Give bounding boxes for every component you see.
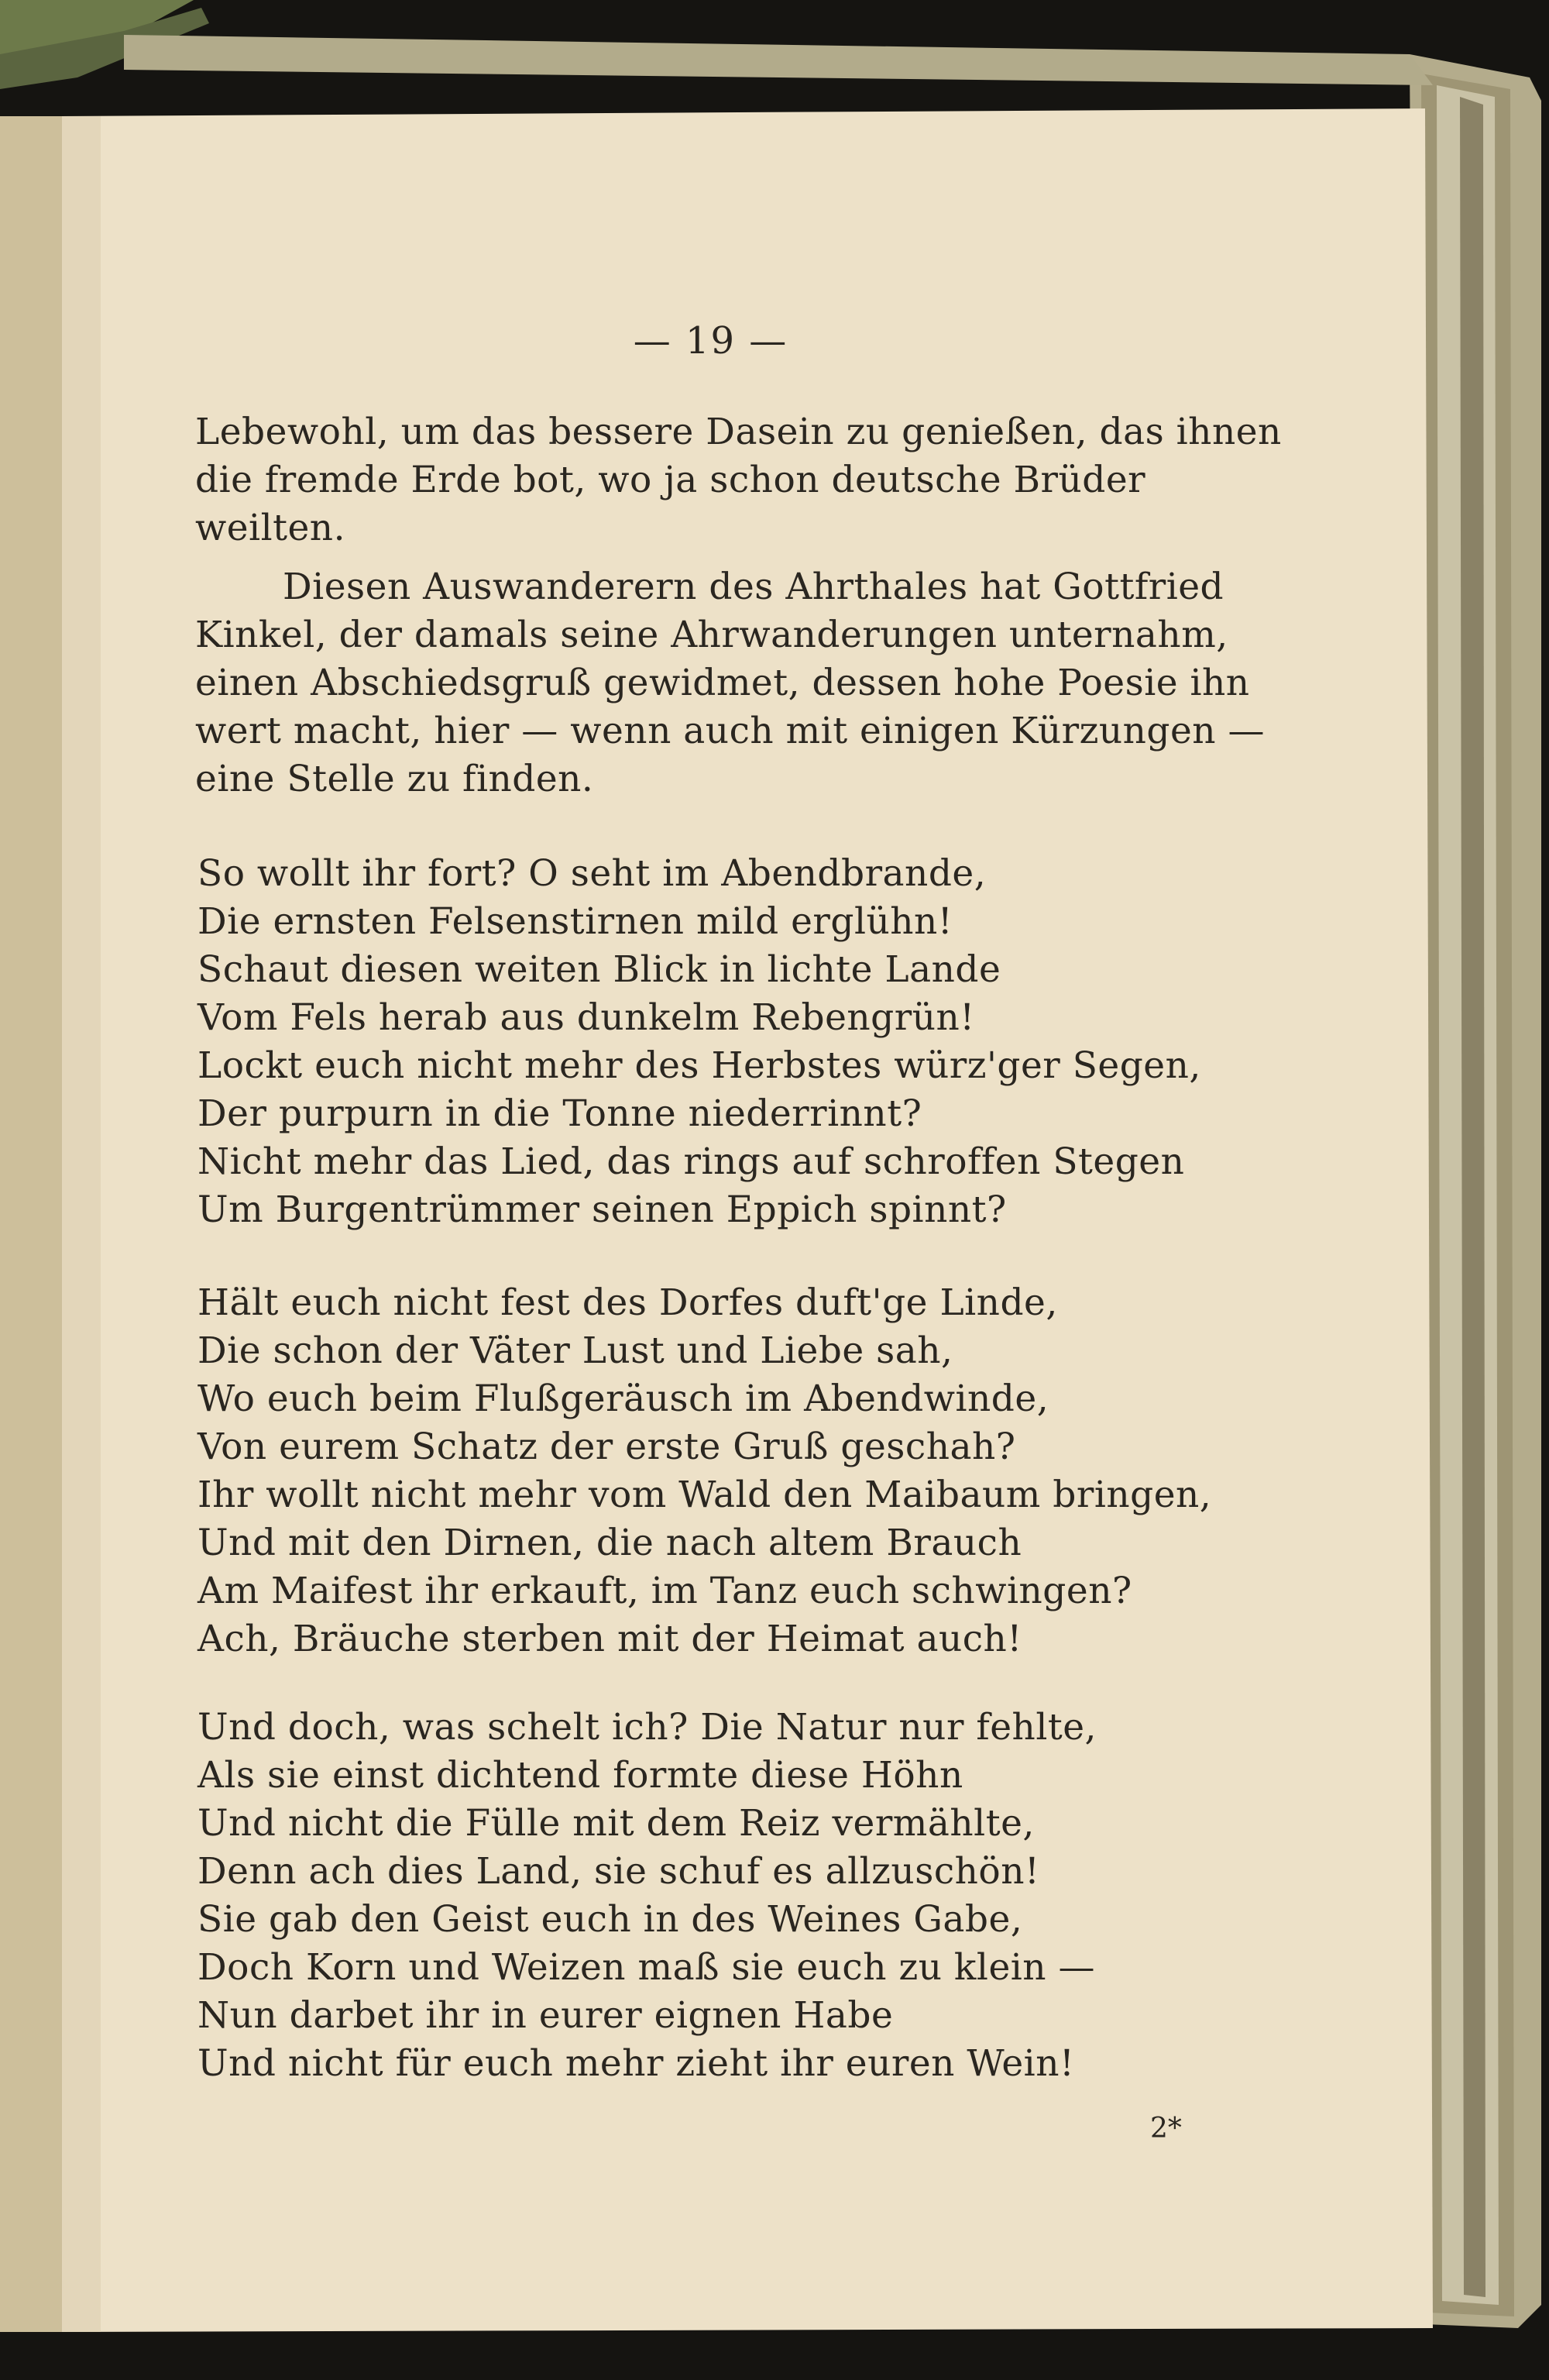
text-line: eine Stelle zu finden. — [195, 758, 594, 800]
poem-line: Ach, Bräuche sterben mit der Heimat auch! — [197, 1618, 1022, 1660]
poem-line: So wollt ihr fort? O seht im Abendbrande, — [197, 852, 987, 895]
page-number: — 19 — — [633, 319, 788, 363]
poem-line: Nicht mehr das Lied, das rings auf schroffen Stegen — [197, 1140, 1185, 1183]
text-line: die fremde Erde bot, wo ja schon deutsche Brüder — [195, 459, 1146, 501]
text-line: Lebewohl, um das bessere Dasein zu genießen, das ihnen — [195, 411, 1282, 453]
poem-line: Die schon der Väter Lust und Liebe sah, — [197, 1329, 953, 1372]
poem-line: Denn ach dies Land, sie schuf es allzuschön! — [197, 1850, 1040, 1893]
poem-line: Als sie einst dichtend formte diese Höhn — [197, 1754, 963, 1797]
text-line: Kinkel, der damals seine Ahrwanderungen unternahm, — [195, 614, 1228, 656]
poem-line: Von eurem Schatz der erste Gruß geschah? — [197, 1426, 1016, 1468]
poem-line: Nun darbet ihr in eurer eignen Habe — [197, 1994, 894, 2037]
poem-line: Hält euch nicht fest des Dorfes duft'ge Linde, — [197, 1281, 1058, 1324]
poem-line: Und nicht für euch mehr zieht ihr euren Wein! — [197, 2042, 1075, 2085]
poem-line: Doch Korn und Weizen maß sie euch zu klein — — [197, 1946, 1095, 1989]
poem-line: Sie gab den Geist euch in des Weines Gabe, — [197, 1898, 1023, 1941]
poem-line: Und nicht die Fülle mit dem Reiz vermählte, — [197, 1802, 1035, 1845]
signature-mark: 2* — [1150, 2113, 1182, 2144]
text-line: einen Abschiedsgruß gewidmet, dessen hohe Poesie ihn — [195, 662, 1250, 704]
poem-line: Am Maifest ihr erkauft, im Tanz euch schwingen? — [197, 1570, 1132, 1612]
poem-line: Um Burgentrümmer seinen Eppich spinnt? — [197, 1188, 1007, 1231]
text-line: Diesen Auswanderern des Ahrthales hat Gottfried — [283, 566, 1224, 608]
poem-line: Der purpurn in die Tonne niederrinnt? — [197, 1092, 922, 1135]
poem-line: Schaut diesen weiten Blick in lichte Lande — [197, 948, 1001, 991]
poem-line: Und mit den Dirnen, die nach altem Brauch — [197, 1522, 1022, 1564]
text-line: weilten. — [195, 507, 346, 549]
poem-line: Ihr wollt nicht mehr vom Wald den Maibaum bringen, — [197, 1474, 1212, 1516]
text-line: wert macht, hier — wenn auch mit einigen Kürzungen — — [195, 710, 1266, 752]
poem-line: Die ernsten Felsenstirnen mild erglühn! — [197, 900, 953, 943]
poem-line: Und doch, was schelt ich? Die Natur nur fehlte, — [197, 1706, 1097, 1749]
poem-line: Lockt euch nicht mehr des Herbstes würz'ger Segen, — [197, 1044, 1201, 1087]
poem-line: Vom Fels herab aus dunkelm Rebengrün! — [197, 996, 975, 1039]
poem-line: Wo euch beim Flußgeräusch im Abendwinde, — [197, 1377, 1049, 1420]
